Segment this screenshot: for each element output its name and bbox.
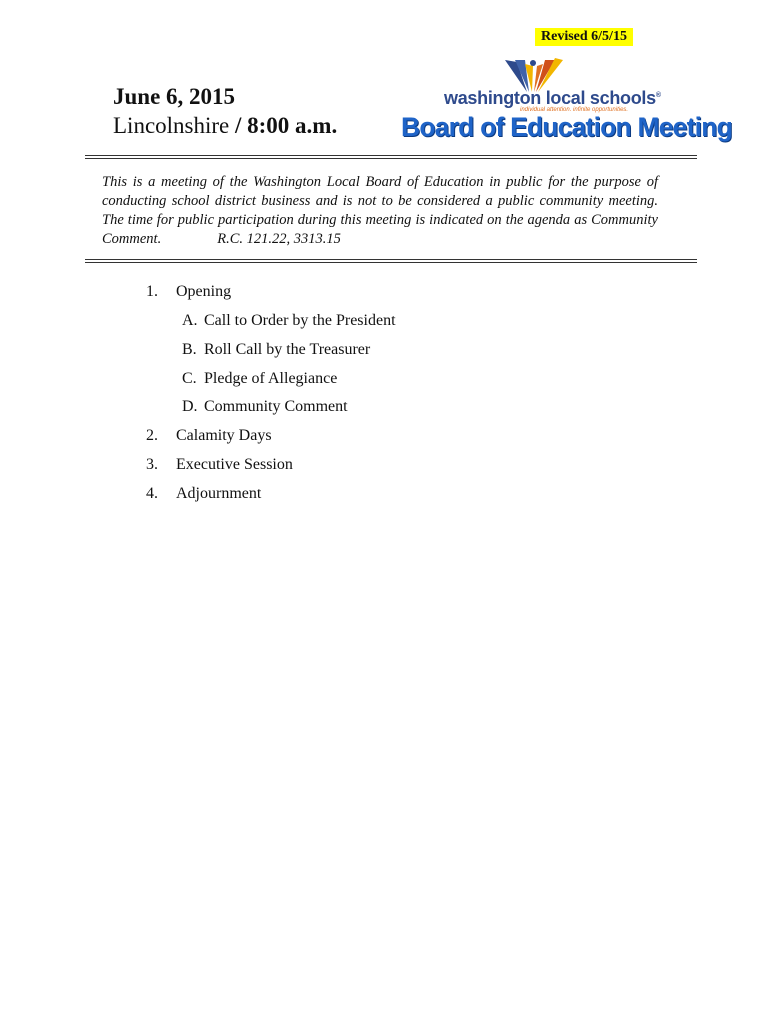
logo-trademark: ® [655, 92, 661, 99]
meeting-location: Lincolnshire [113, 113, 230, 138]
agenda-item-label: Calamity Days [176, 427, 272, 444]
agenda-subitem-letter: B. [182, 341, 197, 358]
logo-tagline: individual attention. infinite opportunities. [520, 107, 629, 113]
meeting-time: 8:00 a.m. [247, 113, 338, 138]
intro-paragraph [102, 173, 658, 249]
agenda-subitem-letter: D. [182, 398, 198, 415]
intro-text: This is a meeting of the Washington Local Board of Education in public for the purpose of conducting school district business and is not to be considered a public community meeting. The time for public participation during this meeting is indicated on the agenda as Community Comment. [102, 174, 658, 247]
logo-name: washington local schools [444, 88, 656, 108]
agenda-item-label: Opening [176, 283, 232, 300]
agenda-subitem-label: Pledge of Allegiance [204, 370, 338, 387]
agenda-item-number: 4. [146, 485, 158, 502]
top-divider [85, 155, 697, 159]
statute-reference: R.C. 121.22, 3313.15 [217, 231, 341, 247]
agenda-subitem-letter: C. [182, 370, 197, 387]
meeting-banner: Board of Education Meeting [401, 112, 732, 142]
agenda-item-label: Executive Session [176, 456, 293, 473]
meeting-date: June 6, 2015 [113, 84, 236, 109]
agenda-subitem-label: Community Comment [204, 398, 348, 415]
agenda-item-number: 3. [146, 456, 158, 473]
logo-wordmark [444, 88, 661, 109]
agenda-item-label: Adjournment [176, 485, 262, 502]
agenda-subitem-label: Roll Call by the Treasurer [204, 341, 371, 358]
meeting-location-time [113, 113, 337, 139]
agenda-subitem-label: Call to Order by the President [204, 312, 396, 329]
bottom-divider [85, 259, 697, 263]
agenda-item-number: 1. [146, 283, 158, 300]
agenda-subitem-letter: A. [182, 312, 198, 329]
location-separator: / [229, 113, 248, 138]
revised-badge: Revised 6/5/15 [535, 28, 633, 46]
agenda-item-number: 2. [146, 427, 158, 444]
